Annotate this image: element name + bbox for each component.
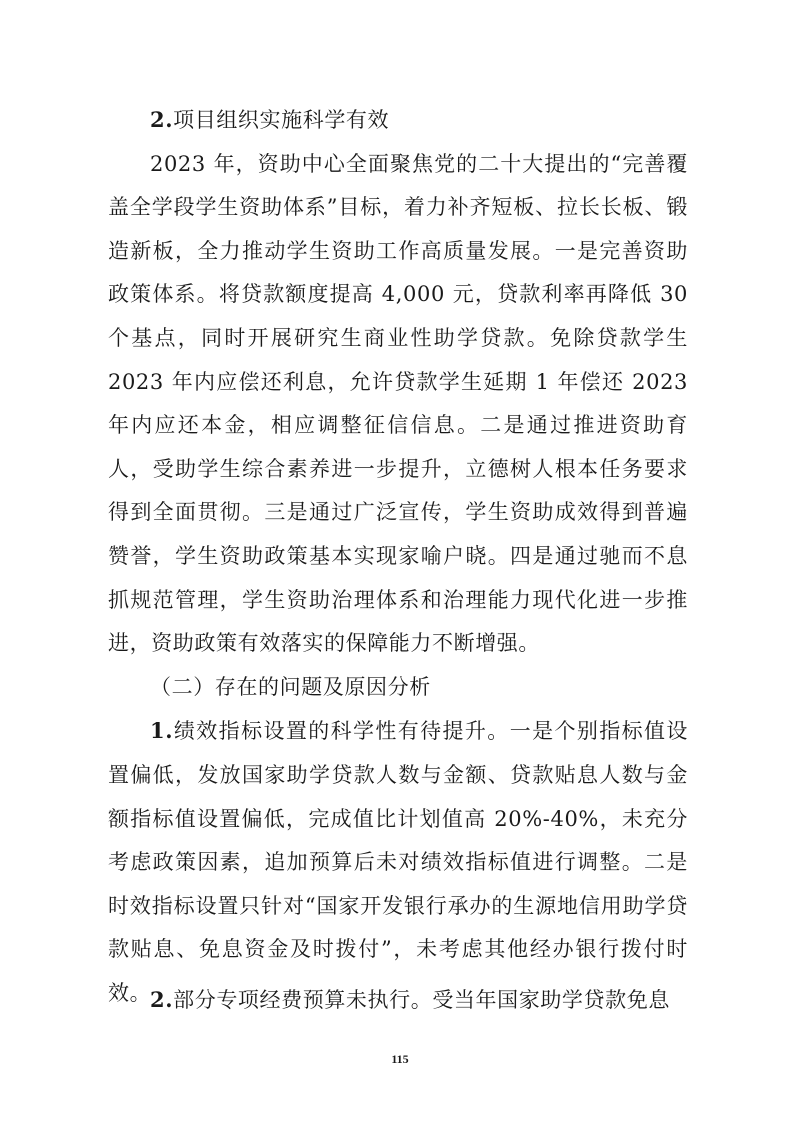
- paragraph-indicator-issue: [108, 709, 688, 1015]
- section-heading-problems: （二）存在的问题及原因分析: [150, 674, 431, 699]
- heading-number: 2.: [150, 107, 174, 132]
- body-text-lower: [108, 978, 688, 1023]
- body-text-upper: [108, 98, 688, 1015]
- inline-heading-title: 绩效指标设置的科学性有待提升。: [173, 719, 510, 744]
- paragraph-body: 受当年国家助学贷款免息: [432, 988, 670, 1012]
- heading-number: 2.: [150, 987, 174, 1012]
- paragraph-body: 一是个别指标值设置偏低，发放国家助学贷款人数与金额、贷款贴息人数与金额指标值设置偏低，完成值比计划值高 20%-40%，未充分考虑政策因素，追加预算后未对绩效指标值进行调整。二是时效指标设置只针对“国家开发银行承办的生源地信用助学贷款贴息、免息资金及时拨付”，未考虑其他经办银行拨付时效。: [108, 719, 688, 1005]
- inline-heading-title: 部分专项经费预算未执行。: [173, 988, 433, 1012]
- paragraph-budget-issue: [108, 978, 688, 1023]
- page-number: 115: [391, 1052, 409, 1066]
- subsection-heading-2: [108, 98, 688, 143]
- heading-title: 项目组织实施科学有效: [173, 108, 390, 132]
- paragraph-implementation: 2023 年，资助中心全面聚焦党的二十大提出的“完善覆盖全学段学生资助体系”目标，着力补齐短板、拉长长板、锻造新板，全力推动学生资助工作高质量发展。一是完善资助政策体系。将贷款额度提高 4,000 元，贷款利率再降低 30 个基点，同时开展研究生商业性助学贷款。免除贷款学生 2023 年内应偿还利息，允许贷款学生延期 1 年偿还 2023 年内应还本金，相应调整征信信息。二是通过推进资助育人，受助学生综合素养进一步提升，立德树人根本任务要求得到全面贯彻。三是通过广泛宣传，学生资助成效得到普遍赞誉，学生资助政策基本实现家喻户晓。四是通过驰而不息抓规范管理，学生资助治理体系和治理能力现代化进一步推进，资助政策有效落实的保障能力不断增强。: [108, 151, 688, 656]
- heading-number: 1.: [150, 718, 174, 744]
